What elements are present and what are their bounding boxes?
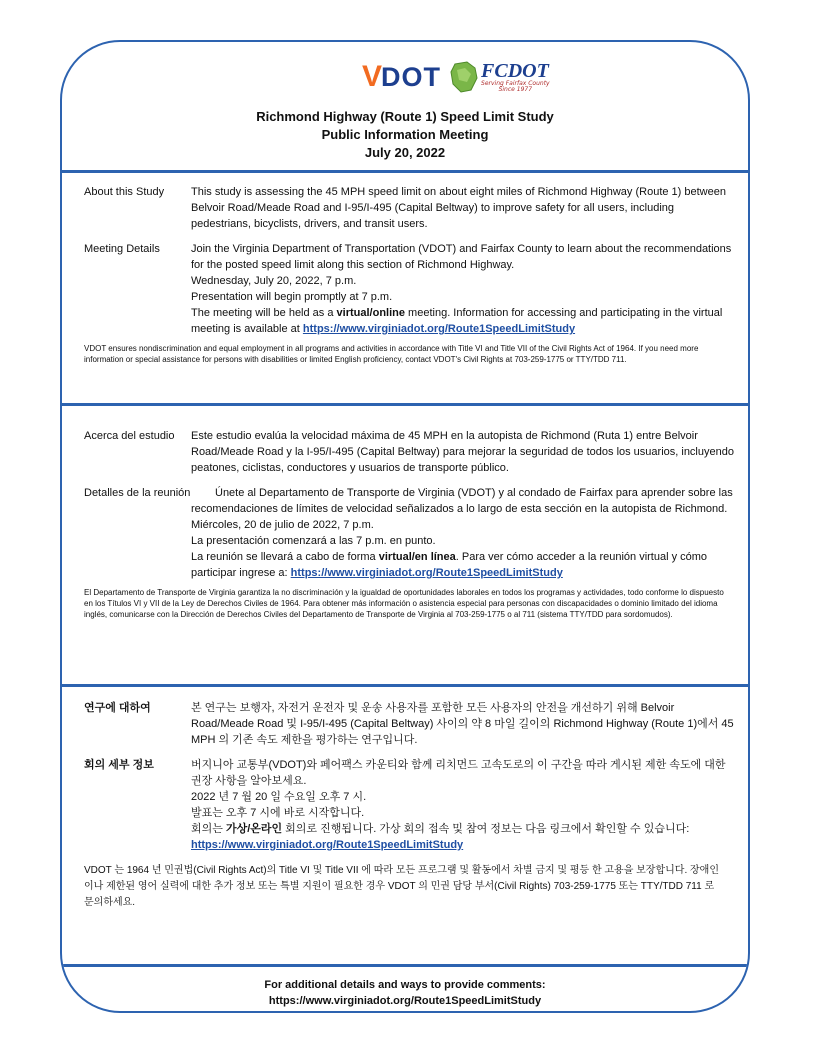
about-text: Este estudio evalúa la velocidad máxima de 45 MPH en la autopista de Richmond (Ruta 1) entre Belvoir Road/Meade Road y la I-95/I-495 (Capital Beltway) para mejorar la seguridad de todos los usuarios, incluyendo peatones, ciclistas, conductores y usuarios de transporte público.: [191, 430, 734, 474]
meeting-label: Detalles de la reunión: [84, 487, 191, 499]
footer-link[interactable]: https://www.virginiadot.org/Route1SpeedLimitStudy: [268, 995, 542, 1007]
civil-rights-notice: El Departamento de Transporte de Virginia garantiza la no discriminación y la igualdad de oportunidades laborales en todos los programas y actividades, todo conforme lo dispuesto en los Títulos VI y VII de la Ley de Derechos Civiles de 1964. Para obtener más información o asistencia especial para personas con discapacidades o dominio limitado del idioma inglés, comunicarse con la Dirección de Derechos Civiles del Departamento de Transporte de Virginia al 703-259-1775 o al 711 (sistema TTY/TDD para sordomudos).: [84, 588, 724, 619]
fcdot-logo-text: FCDOT: [481, 60, 549, 82]
study-link[interactable]: https://www.virginiadot.org/Route1SpeedLimitStudy: [191, 839, 464, 851]
divider: [62, 403, 748, 406]
fcdot-tagline-year: Since 1977: [498, 86, 533, 93]
meeting-details: [191, 757, 734, 853]
about-label: Acerca del estudio: [84, 430, 175, 442]
page-title: [62, 108, 748, 162]
fairfax-county-map-icon: [449, 60, 479, 94]
meeting-virtual-post: . Para ver cómo acceder a la reunión virtual y cómo participar ingrese a:: [191, 551, 708, 579]
vdot-logo: [362, 60, 441, 94]
divider: [62, 684, 748, 687]
footer-text: For additional details and ways to provide comments:: [264, 979, 546, 991]
meeting-label: Meeting Details: [84, 243, 160, 255]
about-text: 본 연구는 보행자, 자전거 운전자 및 운송 사용자를 포함한 모든 사용자의 안전을 개선하기 위해 Belvoir Road/Meade Road 및 I-95/I-495 (Capital Beltway) 사이의 약 8 마일 길이의 Richmond Highway (Route 1)에서 45 MPH 의 기존 속도 제한을 평가하는 연구입니다.: [191, 702, 734, 746]
meeting-date: 2022 년 7 월 20 일 수요일 오후 7 시.: [191, 791, 367, 803]
meeting-intro: Únete al Departamento de Transporte de Virginia (VDOT) y al condado de Fairfax para aprender sobre las recomendaciones de límites de velocidad señalizados a lo largo de esta sección en la autopista de Richmond.: [191, 487, 733, 515]
meeting-label: 회의 세부 정보: [84, 759, 154, 771]
meeting-virtual: [191, 305, 734, 337]
meeting-start: La presentación comenzará a las 7 p.m. en punto.: [191, 535, 436, 547]
meeting-virtual-pre: The meeting will be held as a: [191, 307, 337, 319]
logo-bar: [362, 54, 550, 100]
meeting-virtual: [191, 549, 734, 581]
meeting-virtual-pre: La reunión se llevará a cabo de forma: [191, 551, 379, 563]
footer: [62, 977, 748, 1009]
korean-section: [84, 700, 734, 911]
civil-rights-notice: VDOT 는 1964 년 민권법(Civil Rights Act)의 Title VI 및 Title VII 에 따라 모든 프로그램 및 활동에서 차별 금지 및 평등 한 고용을 보장합니다. 장애인이나 제한된 영어 실력에 대한 추가 정보 또는 특별 지원이 필요한 경우 VDOT 의 민권 담당 부서(Civil Rights) 703-259-1775 또는 TTY/TDD 711 로 문의하세요.: [84, 865, 719, 908]
civil-rights-notice: VDOT ensures nondiscrimination and equal employment in all programs and activities in accordance with Title VI and Title VII of the Civil Rights Act of 1964. If you need more information or special assistance for persons with disabilities or limited English proficiency, contact VDOT's Civil Rights at 703-259-1775 or TTY/TDD 711.: [84, 344, 699, 364]
title-date: July 20, 2022: [364, 145, 446, 160]
vdot-logo-text: DOT: [381, 61, 442, 92]
study-link[interactable]: https://www.virginiadot.org/Route1SpeedLimitStudy: [290, 567, 563, 579]
vdot-logo-v: V: [362, 60, 384, 93]
spanish-section: [84, 428, 734, 620]
meeting-date: Wednesday, July 20, 2022, 7 p.m.: [191, 275, 357, 287]
meeting-virtual-bold: virtual/en línea: [378, 551, 456, 563]
meeting-virtual-post: meeting. Information for accessing and participating in the virtual meeting is available at: [191, 307, 723, 335]
english-section: [84, 184, 734, 365]
meeting-date: Miércoles, 20 de julio de 2022, 7 p.m.: [191, 519, 374, 531]
fcdot-tagline: Serving Fairfax County: [481, 80, 550, 87]
meeting-intro: 버지니아 교통부(VDOT)와 페어팩스 카운티와 함께 리치먼드 고속도로의 이 구간을 따라 게시된 제한 속도에 대한 권장 사항을 알아보세요.: [191, 759, 726, 787]
page-frame: [60, 40, 750, 1013]
meeting-virtual: [191, 821, 734, 837]
meeting-virtual-bold: virtual/online: [336, 307, 405, 319]
meeting-details: [191, 241, 734, 337]
study-link[interactable]: https://www.virginiadot.org/Route1SpeedLimitStudy: [302, 323, 576, 335]
meeting-virtual-bold: 가상/온라인: [225, 823, 283, 835]
meeting-intro: Join the Virginia Department of Transportation (VDOT) and Fairfax County to learn about the recommendations for the posted speed limit along this section of Richmond Highway.: [191, 243, 732, 271]
fcdot-logo: [449, 60, 550, 94]
meeting-details: [191, 517, 734, 581]
title-line-2: Public Information Meeting: [321, 127, 489, 142]
about-label: About this Study: [84, 186, 165, 198]
meeting-virtual-post: 회의로 진행됩니다. 가상 회의 접속 및 참여 정보는 다음 링크에서 확인할 수 있습니다:: [282, 823, 690, 835]
meeting-start: 발표는 오후 7 시에 바로 시작합니다.: [191, 807, 365, 819]
meeting-virtual-pre: 회의는: [191, 823, 226, 835]
divider: [62, 170, 748, 173]
meeting-start: Presentation will begin promptly at 7 p.m.: [191, 291, 393, 303]
title-line-1: Richmond Highway (Route 1) Speed Limit Study: [256, 109, 554, 124]
about-text: This study is assessing the 45 MPH speed limit on about eight miles of Richmond Highway (Route 1) between Belvoir Road/Meade Road and I-95/I-495 (Capital Beltway) to improve safety for all users, including pedestrians, bicyclists, drivers, and transit users.: [191, 186, 726, 230]
divider: [62, 964, 748, 967]
about-label: 연구에 대하여: [84, 702, 151, 714]
